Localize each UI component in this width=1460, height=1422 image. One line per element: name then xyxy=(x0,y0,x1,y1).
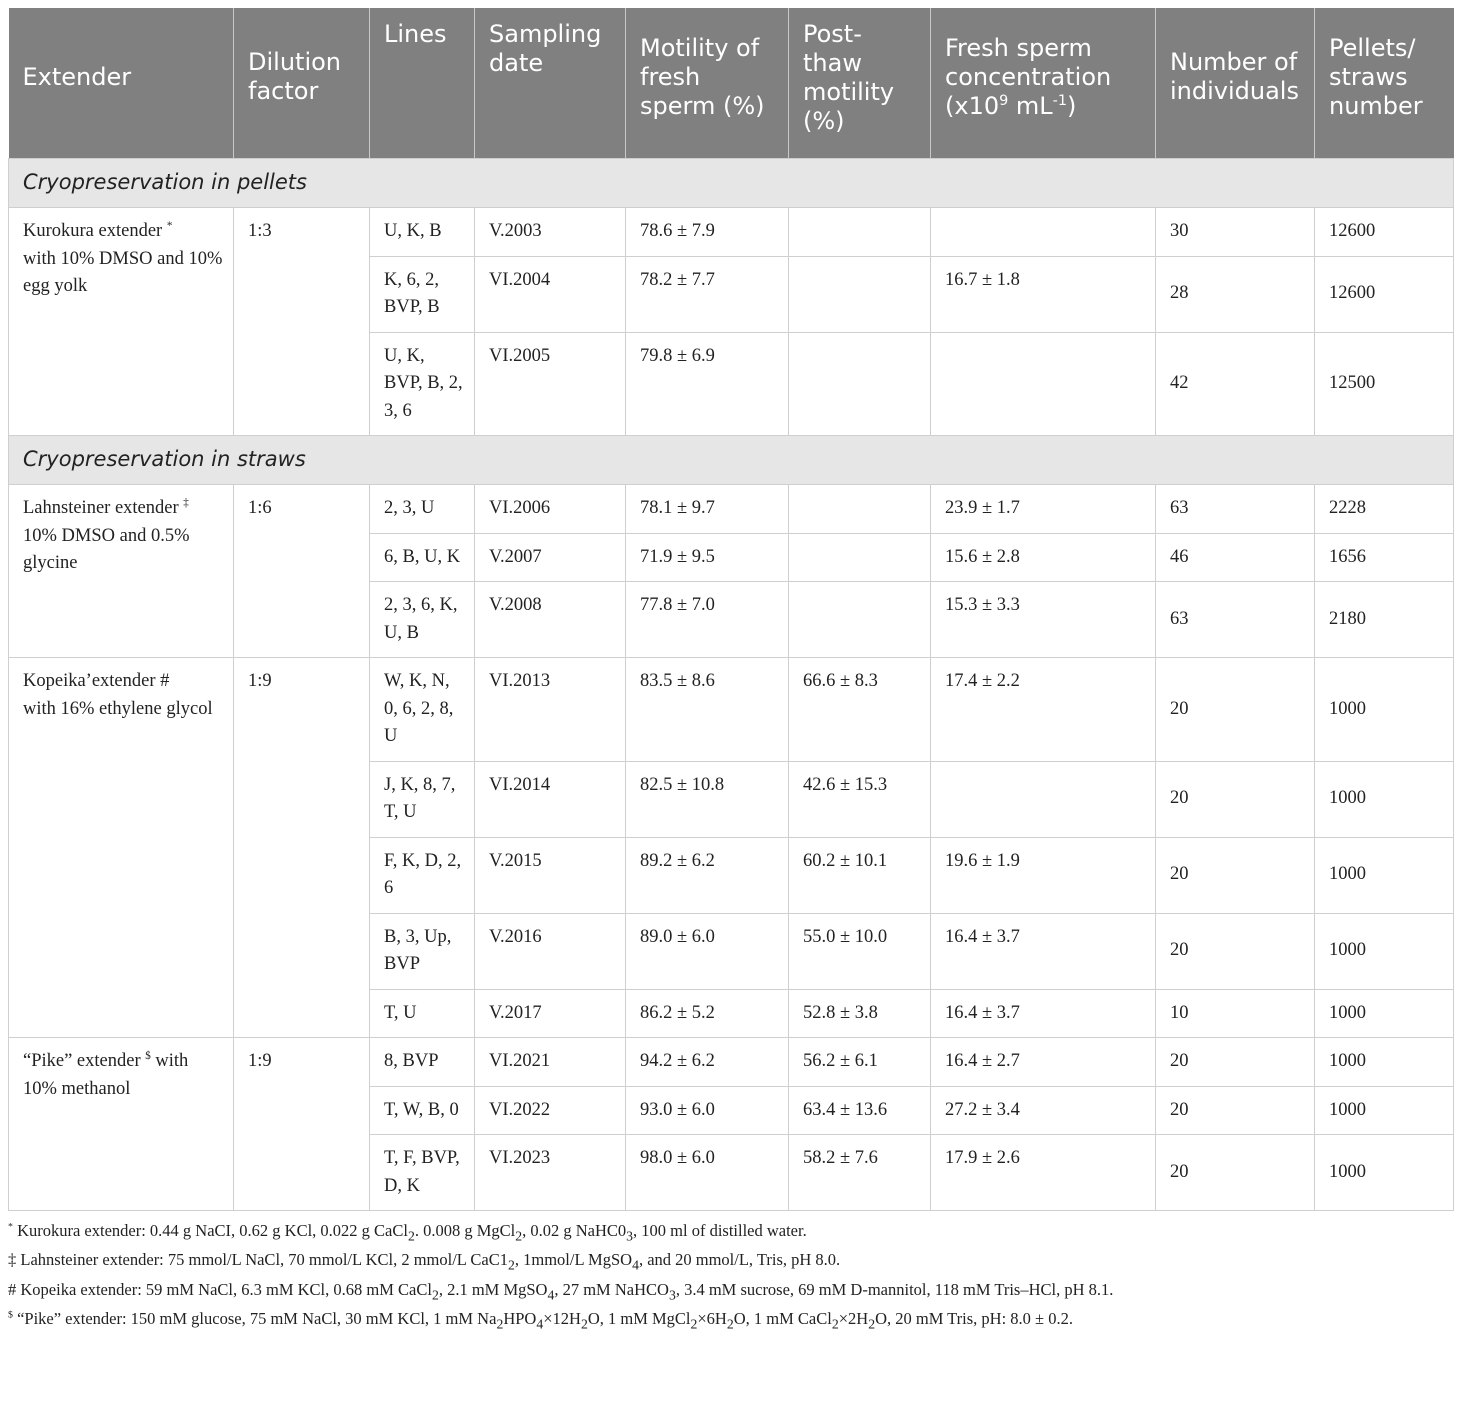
footnote-kopeika: # Kopeika extender: 59 mM NaCl, 6.3 mM KCl, 0.68 mM CaCl$_2$, 2.1 mM MgSO$_4$, 27 mM NaHCO$_3$, 3.4 mM sucrose, 69 mM D-mannitol, 118 mM Tris–HCl, pH 8.1. xyxy=(8,1279,1114,1302)
straws-cell: 1000 xyxy=(1315,837,1454,913)
concentration-cell xyxy=(931,332,1156,436)
concentration-cell: 16.4 ± 3.7 xyxy=(931,989,1156,1038)
lines-cell: U, K, BVP, B, 2, 3, 6 xyxy=(370,332,475,436)
straws-cell: 2228 xyxy=(1315,485,1454,534)
footnote-pike: $ “Pike” extender: 150 mM glucose, 75 mM NaCl, 30 mM KCl, 1 mM $Na_2HPO_4\times 12H_2O$, 1 mM $MgCl_2\times 6H_2O$, 1 mM $CaCl_2\times 2H_2O$, 20 mM Tris, pH: 8.0 ± 0.2. xyxy=(8,1308,1073,1332)
section-title-straws: Cryopreservation in straws xyxy=(9,436,1454,485)
post-thaw-cell: 66.6 ± 8.3 xyxy=(789,658,931,762)
date-cell: VI.2023 xyxy=(475,1135,626,1211)
data-table xyxy=(8,8,1454,1211)
extender-cell: Lahnsteiner extender ‡ 10% DMSO and 0.5% glycine xyxy=(9,485,234,658)
lines-cell: B, 3, Up, BVP xyxy=(370,913,475,989)
post-thaw-cell xyxy=(789,533,931,582)
motility-cell: 78.2 ± 7.7 xyxy=(626,256,789,332)
individuals-cell: 30 xyxy=(1156,208,1315,257)
straws-cell: 1000 xyxy=(1315,989,1454,1038)
motility-cell: 77.8 ± 7.0 xyxy=(626,582,789,658)
section-row-pellets xyxy=(9,159,1454,208)
date-cell: V.2008 xyxy=(475,582,626,658)
motility-cell: 93.0 ± 6.0 xyxy=(626,1086,789,1135)
dilution-cell: 1:9 xyxy=(234,1038,370,1211)
individuals-cell: 20 xyxy=(1156,761,1315,837)
table-row xyxy=(9,1038,1454,1087)
header-individuals: Number of individuals xyxy=(1156,8,1315,159)
table-row xyxy=(9,208,1454,257)
date-cell: VI.2022 xyxy=(475,1086,626,1135)
section-title-pellets: Cryopreservation in pellets xyxy=(9,159,1454,208)
concentration-cell: 16.4 ± 2.7 xyxy=(931,1038,1156,1087)
post-thaw-cell: 60.2 ± 10.1 xyxy=(789,837,931,913)
date-cell: V.2003 xyxy=(475,208,626,257)
concentration-cell: 17.4 ± 2.2 xyxy=(931,658,1156,762)
individuals-cell: 20 xyxy=(1156,658,1315,762)
lines-cell: U, K, B xyxy=(370,208,475,257)
individuals-cell: 20 xyxy=(1156,1135,1315,1211)
lines-cell: T, W, B, 0 xyxy=(370,1086,475,1135)
lines-cell: 6, B, U, K xyxy=(370,533,475,582)
straws-cell: 1656 xyxy=(1315,533,1454,582)
straws-cell: 1000 xyxy=(1315,1086,1454,1135)
header-pellets-straws: Pellets/ straws number xyxy=(1315,8,1454,159)
lines-cell: 2, 3, U xyxy=(370,485,475,534)
motility-cell: 83.5 ± 8.6 xyxy=(626,658,789,762)
lines-cell: T, F, BVP, D, K xyxy=(370,1135,475,1211)
date-cell: VI.2005 xyxy=(475,332,626,436)
lines-cell: 8, BVP xyxy=(370,1038,475,1087)
motility-cell: 79.8 ± 6.9 xyxy=(626,332,789,436)
post-thaw-cell: 56.2 ± 6.1 xyxy=(789,1038,931,1087)
post-thaw-cell: 42.6 ± 15.3 xyxy=(789,761,931,837)
header-row xyxy=(9,8,1454,159)
post-thaw-cell: 63.4 ± 13.6 xyxy=(789,1086,931,1135)
header-post-thaw: Post-thaw motility (%) xyxy=(789,8,931,159)
individuals-cell: 63 xyxy=(1156,485,1315,534)
motility-cell: 89.2 ± 6.2 xyxy=(626,837,789,913)
straws-cell: 1000 xyxy=(1315,761,1454,837)
post-thaw-cell xyxy=(789,332,931,436)
table-container xyxy=(8,8,1453,1336)
straws-cell: 12600 xyxy=(1315,208,1454,257)
dilution-cell: 1:3 xyxy=(234,208,370,436)
motility-cell: 78.1 ± 9.7 xyxy=(626,485,789,534)
concentration-cell: 19.6 ± 1.9 xyxy=(931,837,1156,913)
lines-cell: F, K, D, 2, 6 xyxy=(370,837,475,913)
table-row xyxy=(9,485,1454,534)
straws-cell: 1000 xyxy=(1315,1038,1454,1087)
concentration-cell xyxy=(931,208,1156,257)
lines-cell: J, K, 8, 7, T, U xyxy=(370,761,475,837)
concentration-cell xyxy=(931,761,1156,837)
header-motility-fresh: Motility of fresh sperm (%) xyxy=(626,8,789,159)
concentration-cell: 23.9 ± 1.7 xyxy=(931,485,1156,534)
footnote-lahnsteiner: ‡ Lahnsteiner extender: 75 mmol/L NaCl, 70 mmol/L KCl, 2 mmol/L $CaC1_2$, 1mmol/L MgSO$_4$, and 20 mmol/L, Tris, pH 8.0. xyxy=(8,1250,841,1273)
concentration-cell: 27.2 ± 3.4 xyxy=(931,1086,1156,1135)
dilution-cell: 1:6 xyxy=(234,485,370,658)
concentration-cell: 15.6 ± 2.8 xyxy=(931,533,1156,582)
date-cell: VI.2013 xyxy=(475,658,626,762)
straws-cell: 12500 xyxy=(1315,332,1454,436)
table-row xyxy=(9,658,1454,762)
section-row-straws xyxy=(9,436,1454,485)
straws-cell: 2180 xyxy=(1315,582,1454,658)
date-cell: VI.2004 xyxy=(475,256,626,332)
motility-cell: 89.0 ± 6.0 xyxy=(626,913,789,989)
concentration-cell: 15.3 ± 3.3 xyxy=(931,582,1156,658)
lines-cell: T, U xyxy=(370,989,475,1038)
individuals-cell: 10 xyxy=(1156,989,1315,1038)
date-cell: VI.2014 xyxy=(475,761,626,837)
straws-cell: 12600 xyxy=(1315,256,1454,332)
straws-cell: 1000 xyxy=(1315,658,1454,762)
post-thaw-cell xyxy=(789,485,931,534)
motility-cell: 78.6 ± 7.9 xyxy=(626,208,789,257)
post-thaw-cell xyxy=(789,208,931,257)
motility-cell: 94.2 ± 6.2 xyxy=(626,1038,789,1087)
individuals-cell: 63 xyxy=(1156,582,1315,658)
individuals-cell: 46 xyxy=(1156,533,1315,582)
lines-cell: 2, 3, 6, K, U, B xyxy=(370,582,475,658)
straws-cell: 1000 xyxy=(1315,913,1454,989)
lines-cell: K, 6, 2, BVP, B xyxy=(370,256,475,332)
header-dilution: Dilution factor xyxy=(234,8,370,159)
date-cell: VI.2021 xyxy=(475,1038,626,1087)
motility-cell: 98.0 ± 6.0 xyxy=(626,1135,789,1211)
straws-cell: 1000 xyxy=(1315,1135,1454,1211)
header-extender: Extender xyxy=(9,8,234,159)
individuals-cell: 20 xyxy=(1156,837,1315,913)
concentration-cell: 16.7 ± 1.8 xyxy=(931,256,1156,332)
date-cell: VI.2006 xyxy=(475,485,626,534)
post-thaw-cell: 58.2 ± 7.6 xyxy=(789,1135,931,1211)
concentration-cell: 16.4 ± 3.7 xyxy=(931,913,1156,989)
header-sampling-date: Sampling date xyxy=(475,8,626,159)
post-thaw-cell xyxy=(789,256,931,332)
extender-cell: Kopeika’extender # with 16% ethylene glycol xyxy=(9,658,234,1038)
date-cell: V.2017 xyxy=(475,989,626,1038)
individuals-cell: 28 xyxy=(1156,256,1315,332)
concentration-cell: 17.9 ± 2.6 xyxy=(931,1135,1156,1211)
footnote-kurokura: * Kurokura extender: 0.44 g NaCI, 0.62 g KCl, 0.022 g CaCl$_2$. 0.008 g MgCl$_2$, 0.02 g $NaHC0_3$, 100 ml of distilled water. xyxy=(8,1221,807,1244)
header-concentration: Fresh sperm concentration ($x10^9$ $mL^{-1}$) xyxy=(931,8,1156,159)
dilution-cell: 1:9 xyxy=(234,658,370,1038)
footnotes xyxy=(8,1219,1453,1336)
date-cell: V.2007 xyxy=(475,533,626,582)
date-cell: V.2016 xyxy=(475,913,626,989)
motility-cell: 71.9 ± 9.5 xyxy=(626,533,789,582)
post-thaw-cell: 55.0 ± 10.0 xyxy=(789,913,931,989)
motility-cell: 82.5 ± 10.8 xyxy=(626,761,789,837)
lines-cell: W, K, N, 0, 6, 2, 8, U xyxy=(370,658,475,762)
post-thaw-cell: 52.8 ± 3.8 xyxy=(789,989,931,1038)
header-lines: Lines xyxy=(370,8,475,159)
date-cell: V.2015 xyxy=(475,837,626,913)
individuals-cell: 20 xyxy=(1156,1086,1315,1135)
post-thaw-cell xyxy=(789,582,931,658)
extender-cell: “Pike” extender $ with 10% methanol xyxy=(9,1038,234,1211)
individuals-cell: 42 xyxy=(1156,332,1315,436)
individuals-cell: 20 xyxy=(1156,1038,1315,1087)
individuals-cell: 20 xyxy=(1156,913,1315,989)
motility-cell: 86.2 ± 5.2 xyxy=(626,989,789,1038)
extender-cell: Kurokura extender * with 10% DMSO and 10% egg yolk xyxy=(9,208,234,436)
